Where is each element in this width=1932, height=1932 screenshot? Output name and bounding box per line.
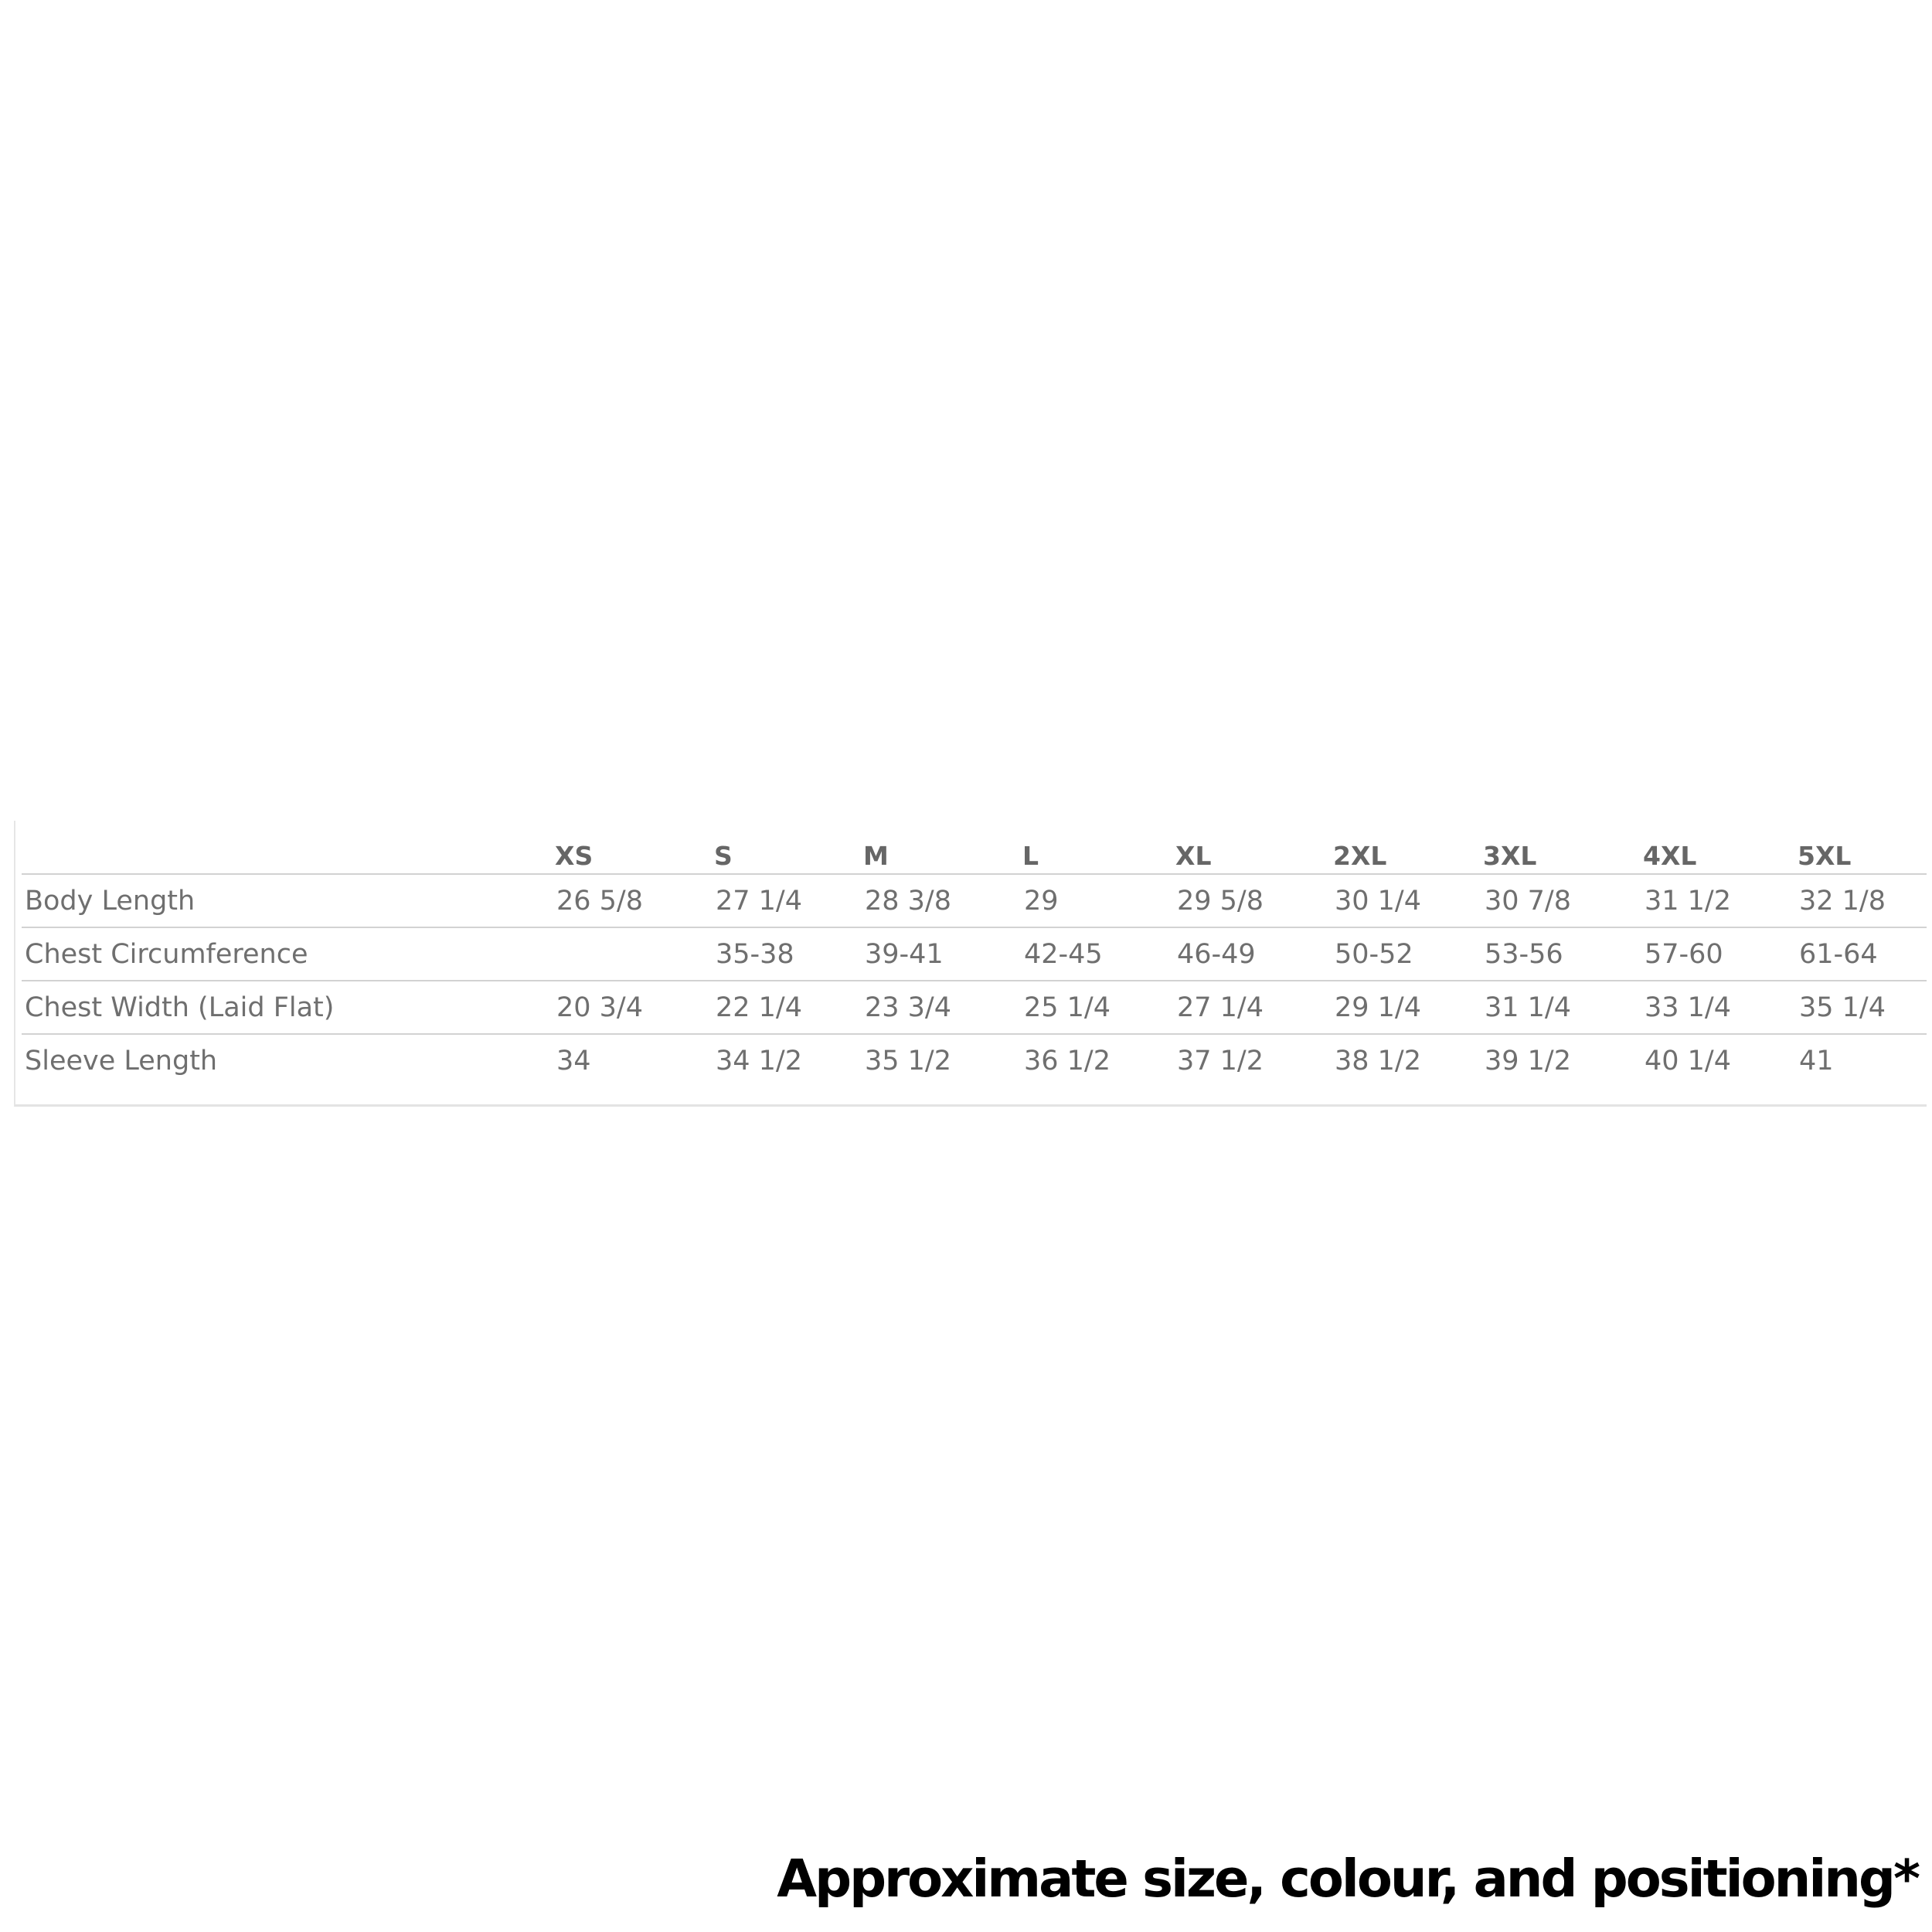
header-size-s: S	[714, 821, 863, 874]
table-cell: 23 3/4	[863, 981, 1022, 1034]
table-cell: 31 1/4	[1483, 981, 1643, 1034]
table-cell: 35 1/4	[1798, 981, 1927, 1034]
row-label: Chest Width (Laid Flat)	[22, 981, 555, 1034]
size-header-row	[22, 821, 1927, 874]
table-cell: 20 3/4	[555, 981, 714, 1034]
table-row-body-length	[22, 874, 1927, 927]
table-cell: 46-49	[1175, 927, 1333, 981]
header-size-5xl: 5XL	[1798, 821, 1927, 874]
header-size-xs: XS	[555, 821, 714, 874]
table-cell: 27 1/4	[714, 874, 863, 927]
table-cell	[555, 927, 714, 981]
row-label: Chest Circumference	[22, 927, 555, 981]
table-cell: 27 1/4	[1175, 981, 1333, 1034]
table-cell: 35-38	[714, 927, 863, 981]
table-row-chest-width	[22, 981, 1927, 1034]
table-cell: 34	[556, 1046, 591, 1077]
table-cell: 36 1/2	[1024, 1046, 1111, 1077]
header-size-2xl: 2XL	[1333, 821, 1483, 874]
header-size-3xl: 3XL	[1483, 821, 1643, 874]
header-size-l: L	[1022, 821, 1175, 874]
header-size-m: M	[863, 821, 1022, 874]
table-cell: 39-41	[863, 927, 1022, 981]
table-cell: 31 1/2	[1643, 874, 1798, 927]
table-cell: 29	[1022, 874, 1175, 927]
header-size-4xl: 4XL	[1643, 821, 1798, 874]
table-cell: 40 1/4	[1645, 1046, 1731, 1077]
table-cell: 30 7/8	[1483, 874, 1643, 927]
table-cell: 29 1/4	[1333, 981, 1483, 1034]
table-cell: 57-60	[1643, 927, 1798, 981]
table-cell: 61-64	[1798, 927, 1927, 981]
table-cell: 53-56	[1483, 927, 1643, 981]
table-cell: 35 1/2	[865, 1046, 951, 1077]
table-row-sleeve-length	[22, 1034, 1927, 1087]
row-label: Body Length	[22, 874, 555, 927]
table-cell: 30 1/4	[1333, 874, 1483, 927]
table-cell: 37 1/2	[1177, 1046, 1264, 1077]
table-cell: 41	[1799, 1046, 1834, 1077]
header-size-xl: XL	[1175, 821, 1333, 874]
table-cell: 42-45	[1022, 927, 1175, 981]
table-cell: 39 1/2	[1485, 1046, 1571, 1077]
table-cell: 33 1/4	[1643, 981, 1798, 1034]
row-label: Sleeve Length	[25, 1046, 218, 1077]
table-cell: 34 1/2	[716, 1046, 802, 1077]
size-chart	[14, 821, 1927, 1107]
size-chart-table	[22, 821, 1927, 1087]
table-cell: 32 1/8	[1798, 874, 1927, 927]
header-empty	[22, 821, 555, 874]
table-cell: 50-52	[1333, 927, 1483, 981]
table-row-chest-circumference	[22, 927, 1927, 981]
table-cell: 22 1/4	[714, 981, 863, 1034]
table-cell: 38 1/2	[1335, 1046, 1421, 1077]
table-cell: 29 5/8	[1175, 874, 1333, 927]
table-cell: 25 1/4	[1022, 981, 1175, 1034]
disclaimer-text: Approximate size, colour, and positioning*	[777, 1849, 1918, 1909]
table-cell: 26 5/8	[555, 874, 714, 927]
table-cell: 28 3/8	[863, 874, 1022, 927]
